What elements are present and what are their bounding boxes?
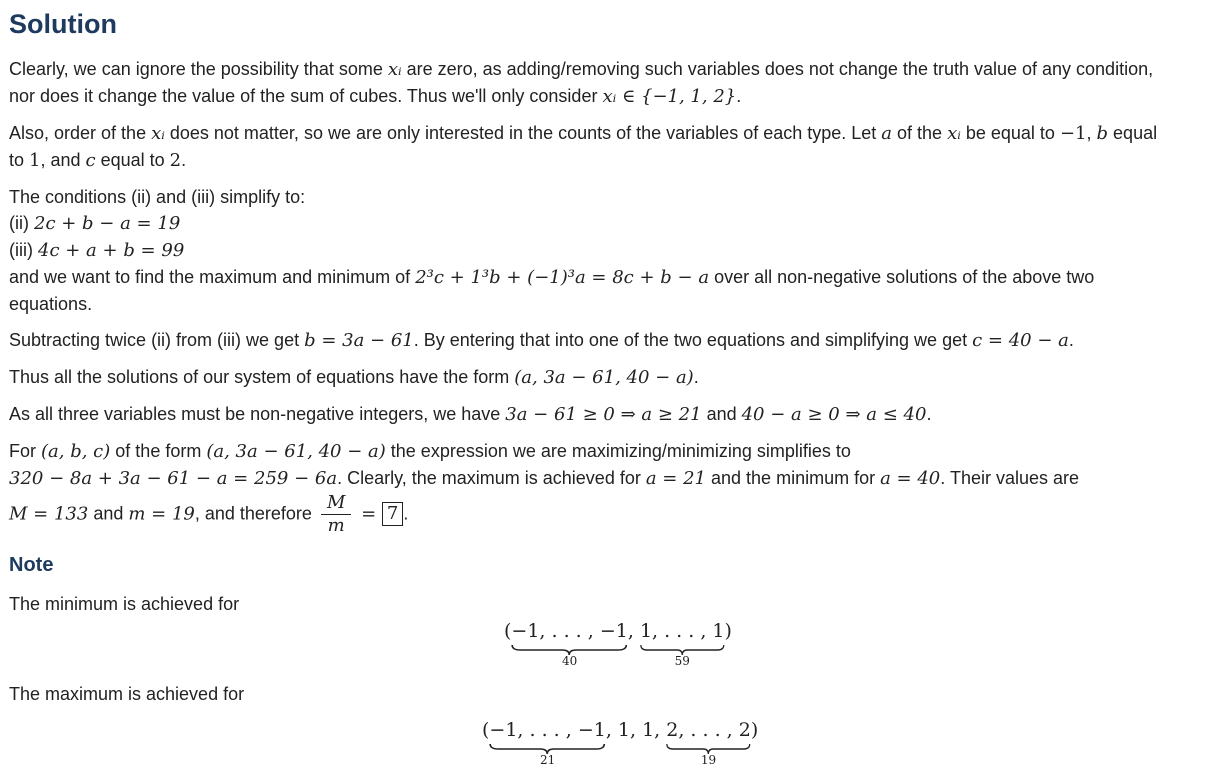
min-group-ones: 1, . . . , 1 59 — [639, 620, 725, 668]
paragraph-ignore-zeros: Clearly, we can ignore the possibility that some xᵢ are zero, as adding/removing such variables does not change the truth value of any condition, nor does it change the value of the sum of cubes. Thus we'll only consider xᵢ ∈ {−1, 1, 2}. — [9, 59, 1154, 107]
paragraph-subtract: Subtracting twice (ii) from (iii) we get b = 3a − 61. By entering that into one of the two equations and simplifying we get c = 40 − a. — [9, 330, 1074, 351]
max-group-twos: 2, . . . , 2 19 — [666, 719, 751, 767]
note-heading: Note — [9, 554, 54, 576]
paragraph-result: For (a, b, c) of the form (a, 3a − 61, 40 − a) the expression we are maximizing/minimizing simplifies to 320 − 8a + 3a − 61 − a = 259 − 6a. Clearly, the maximum is achieved for a = 21 and the minimum for a = 40. Their values are M = 133 and m = 19, and therefore $\frac{M}{m}$ = 7 . — [9, 441, 1080, 536]
max-group-neg-ones: −1, . . . , −1 21 — [489, 719, 606, 767]
equation-ii: 2c + b − a = 19 — [34, 213, 181, 234]
objective-expression: 2³c + 1³b + (−1)³a = 8c + b − a — [415, 267, 710, 288]
final-answer-box: 7 — [382, 502, 403, 526]
max-tuple-display: (−1, . . . , −1 21 , 1, 1, 2, . . . , 2 19 ) — [482, 719, 759, 767]
solution-page — [9, 0, 1209, 617]
paragraph-conditions: The conditions (ii) and (iii) simplify to: (ii) 2c + b − a = 19 (iii) 4c + a + b = 99 and we want to find the maximum and minimum of 2³c + 1³b + (−1)³a = 8c + b − a over all non-negative solutions of the above two equations. — [9, 187, 1095, 314]
solution-heading: Solution — [9, 9, 117, 39]
min-group-neg-ones: −1, . . . , −1 40 — [511, 620, 628, 668]
note-min-text: The minimum is achieved for — [9, 594, 240, 614]
min-tuple-display: (−1, . . . , −1 40 , 1, . . . , 1 59 ) — [504, 620, 732, 668]
paragraph-bounds: As all three variables must be non-negative integers, we have 3a − 61 ≥ 0 ⇒ a ≥ 21 and 40 − a ≥ 0 ⇒ a ≤ 40. — [9, 404, 932, 425]
equation-iii: 4c + a + b = 99 — [38, 240, 185, 261]
paragraph-solution-form: Thus all the solutions of our system of equations have the form (a, 3a − 61, 40 − a). — [9, 367, 699, 388]
fraction-M-over-m: $\frac{M}{m}$ — [321, 492, 351, 537]
paragraph-counts: Also, order of the xᵢ does not matter, so we are only interested in the counts of the variables of each type. Let a of the xᵢ be equal to −1, b equal to 1, and c equal to 2. — [9, 123, 1158, 171]
note-max-text: The maximum is achieved for — [9, 684, 245, 704]
